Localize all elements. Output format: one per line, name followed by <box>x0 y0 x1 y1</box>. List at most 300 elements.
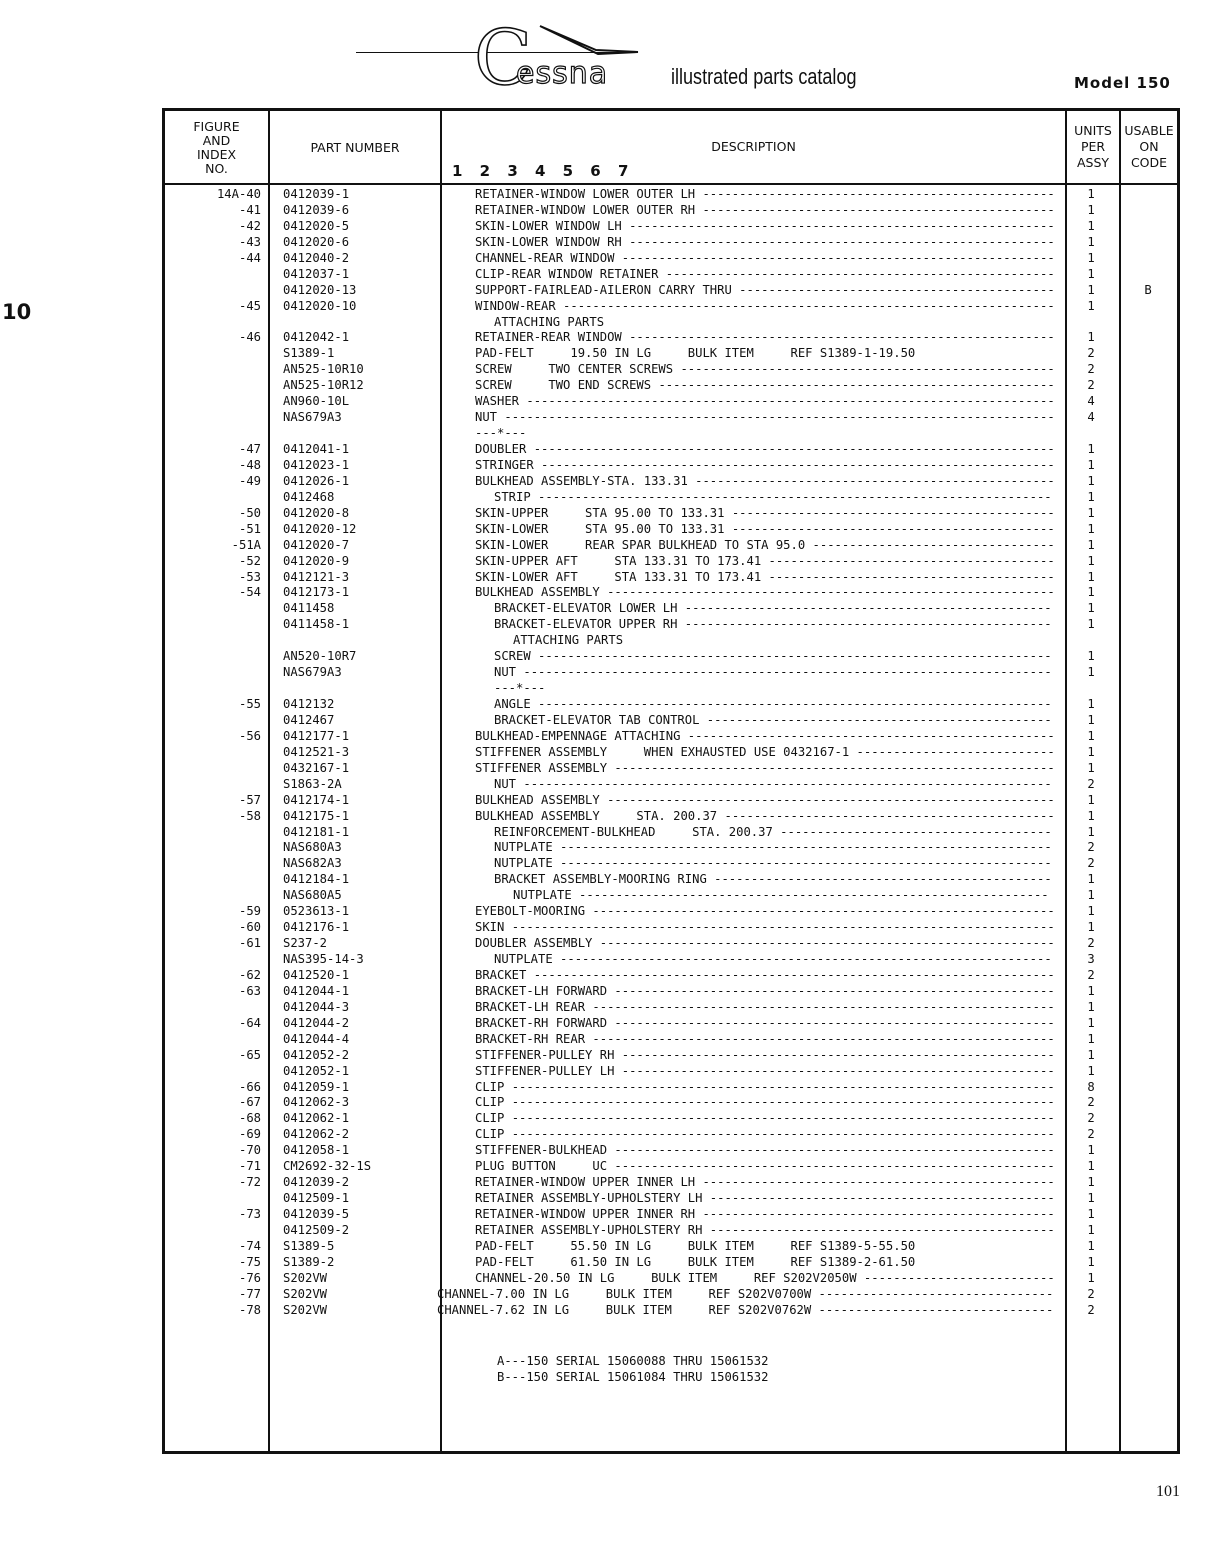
part-number: S202VW <box>283 1302 328 1317</box>
part-number: 0412181-1 <box>283 824 350 839</box>
description: CLIP -------------------------------------------------------------------------- <box>475 1127 1055 1142</box>
units-per-assy: 1 <box>1087 1063 1095 1078</box>
table-row <box>165 729 1177 745</box>
units-per-assy: 1 <box>1087 1207 1095 1221</box>
description: NUTPLATE ------------------------------------------------------------------- <box>494 856 1052 871</box>
part-number: AN525-10R10 <box>283 362 364 377</box>
figure-index: -57 <box>238 792 261 807</box>
description: ---*--- <box>494 681 546 696</box>
table-row <box>165 330 1177 346</box>
part-number: 0412039-6 <box>283 202 350 217</box>
part-number: 0412044-1 <box>283 983 350 998</box>
description: RETAINER-WINDOW LOWER OUTER LH ------------------------------------------------ <box>475 187 1055 201</box>
description: SKIN-LOWER AFT STA 133.31 TO 173.41 --------------------------------------- <box>475 569 1055 584</box>
description: BULKHEAD ASSEMBLY ------------------------------------------------------------- <box>475 792 1055 807</box>
units-per-assy: 1 <box>1087 1143 1095 1158</box>
part-number: 0412062-2 <box>283 1127 350 1142</box>
table-row <box>165 570 1177 586</box>
part-number: 0412039-5 <box>283 1207 350 1221</box>
part-number: S202VW <box>283 1270 328 1285</box>
figure-index: -52 <box>238 553 261 568</box>
units-per-assy: 1 <box>1087 888 1095 903</box>
figure-index: -68 <box>238 1111 261 1126</box>
figure-index: -47 <box>238 442 261 456</box>
part-number: 0412052-2 <box>283 1047 350 1062</box>
units-per-assy: 1 <box>1087 1015 1095 1030</box>
description: SCREW TWO END SCREWS ------------------------------------------------------ <box>475 378 1055 393</box>
description: NUTPLATE ------------------------------------------------------------------- <box>494 952 1052 966</box>
part-number: 0412020-9 <box>283 553 350 568</box>
units-per-assy: 1 <box>1087 1238 1095 1253</box>
cessna-logo <box>356 13 866 102</box>
table-row <box>165 633 1177 649</box>
units-per-assy: 1 <box>1087 1047 1095 1062</box>
header-figure-index: FIGURE AND INDEX NO. <box>193 119 240 176</box>
units-per-assy: 1 <box>1087 1031 1095 1046</box>
figure-index: 14A-40 <box>216 187 261 201</box>
figure-index: -62 <box>238 967 261 982</box>
description: STIFFENER ASSEMBLY ------------------------------------------------------------ <box>475 760 1055 775</box>
part-number: 0412044-3 <box>283 999 350 1014</box>
figure-index: -77 <box>238 1286 261 1301</box>
logo-wordmark: essna <box>516 56 609 91</box>
table-row <box>165 1207 1177 1223</box>
part-number: S1389-5 <box>283 1238 335 1253</box>
serial-notes <box>497 1353 769 1385</box>
table-row <box>165 554 1177 570</box>
description: NUT --------------------------------------------------------------------------- <box>475 410 1055 425</box>
units-per-assy: 1 <box>1087 1191 1095 1206</box>
description: DOUBLER ----------------------------------------------------------------------- <box>475 442 1055 456</box>
table-row <box>165 1000 1177 1016</box>
table-row <box>165 697 1177 713</box>
units-per-assy: 1 <box>1087 904 1095 919</box>
figure-index: -64 <box>238 1015 261 1030</box>
table-row <box>165 1287 1177 1303</box>
description: ---*--- <box>475 426 527 441</box>
table-row <box>165 601 1177 617</box>
part-number: 0412059-1 <box>283 1079 350 1094</box>
part-number: 0412132 <box>283 697 335 711</box>
units-per-assy: 1 <box>1087 234 1095 249</box>
part-number: 0432167-1 <box>283 760 350 775</box>
description: NUTPLATE ------------------------------------------------------------------- <box>494 840 1052 855</box>
table-row <box>165 920 1177 936</box>
part-number: 0412467 <box>283 712 335 727</box>
table-row <box>165 1223 1177 1239</box>
header-indent-scale: 1 2 3 4 5 6 7 <box>452 162 635 180</box>
description: STIFFENER-BULKHEAD ------------------------------------------------------------ <box>475 1143 1055 1158</box>
section-number: 10 <box>2 300 32 324</box>
table-row <box>165 1064 1177 1080</box>
units-per-assy: 1 <box>1087 537 1095 552</box>
units-per-assy: 1 <box>1087 617 1095 632</box>
units-per-assy: 1 <box>1087 920 1095 935</box>
description: CLIP -------------------------------------------------------------------------- <box>475 1079 1055 1094</box>
part-number: 0412044-4 <box>283 1031 350 1046</box>
part-number: NAS679A3 <box>283 665 342 680</box>
description: SKIN-UPPER STA 95.00 TO 133.31 -------------------------------------------- <box>475 505 1055 520</box>
table-row <box>165 665 1177 681</box>
table-row <box>165 1127 1177 1143</box>
figure-index: -63 <box>238 983 261 998</box>
part-number: CM2692-32-1S <box>283 1159 372 1174</box>
description: PAD-FELT 55.50 IN LG BULK ITEM REF S1389-5-55.50 <box>475 1238 916 1253</box>
description: BRACKET-LH FORWARD ------------------------------------------------------------ <box>475 983 1055 998</box>
table-row <box>165 936 1177 952</box>
figure-index: -69 <box>238 1127 261 1142</box>
figure-index: -51A <box>231 537 261 552</box>
units-per-assy: 1 <box>1087 1175 1095 1190</box>
table-row <box>165 649 1177 665</box>
part-number: NAS680A3 <box>283 840 342 855</box>
description: CHANNEL-20.50 IN LG BULK ITEM REF S202V2050W -------------------------- <box>475 1270 1055 1285</box>
part-number: 0412020-10 <box>283 298 357 313</box>
units-per-assy: 2 <box>1087 1302 1095 1317</box>
figure-index: -42 <box>238 218 261 233</box>
table-row <box>165 1191 1177 1207</box>
units-per-assy: 1 <box>1087 442 1095 456</box>
table-row <box>165 872 1177 888</box>
figure-index: -61 <box>238 936 261 951</box>
description: CHANNEL-7.00 IN LG BULK ITEM REF S202V0700W -------------------------------- <box>437 1286 1054 1301</box>
part-number: 0411458-1 <box>283 617 350 632</box>
description: SKIN-LOWER WINDOW RH ---------------------------------------------------------- <box>475 234 1055 249</box>
table-row <box>165 1095 1177 1111</box>
units-per-assy: 1 <box>1087 457 1095 472</box>
table-row <box>165 251 1177 267</box>
units-per-assy: 1 <box>1087 649 1095 664</box>
table-row <box>165 1271 1177 1287</box>
part-number: 0412177-1 <box>283 728 350 743</box>
units-per-assy: 2 <box>1087 1127 1095 1142</box>
table-row <box>165 984 1177 1000</box>
figure-index: -51 <box>238 521 261 536</box>
table-row <box>165 538 1177 554</box>
table-row <box>165 856 1177 872</box>
header-description: DESCRIPTION <box>711 139 796 154</box>
description: STRINGER ---------------------------------------------------------------------- <box>475 457 1055 472</box>
part-number: NAS395-14-3 <box>283 952 364 966</box>
part-number: 0412044-2 <box>283 1015 350 1030</box>
units-per-assy: 1 <box>1087 569 1095 584</box>
units-per-assy: 1 <box>1087 489 1095 504</box>
table-row <box>165 713 1177 729</box>
part-number: 0412020-13 <box>283 282 357 297</box>
units-per-assy: 1 <box>1087 697 1095 711</box>
part-number: AN525-10R12 <box>283 378 364 393</box>
serial-note: A---150 SERIAL 15060088 THRU 15061532 <box>497 1354 769 1368</box>
table-row <box>165 283 1177 299</box>
units-per-assy: 4 <box>1087 394 1095 409</box>
figure-index: -65 <box>238 1047 261 1062</box>
part-number: 0412520-1 <box>283 967 350 982</box>
table-row <box>165 442 1177 458</box>
part-number: 0412026-1 <box>283 473 350 488</box>
description: EYEBOLT-MOORING --------------------------------------------------------------- <box>475 904 1055 919</box>
units-per-assy: 4 <box>1087 410 1095 425</box>
description: BRACKET ASSEMBLY-MOORING RING ---------------------------------------------- <box>494 872 1052 887</box>
description: BRACKET-RH REAR --------------------------------------------------------------- <box>475 1031 1055 1046</box>
figure-index: -67 <box>238 1095 261 1110</box>
units-per-assy: 1 <box>1087 999 1095 1014</box>
figure-index: -43 <box>238 234 261 249</box>
description: BULKHEAD ASSEMBLY STA. 200.37 --------------------------------------------- <box>475 808 1055 823</box>
table-row <box>165 681 1177 697</box>
figure-index: -76 <box>238 1270 261 1285</box>
figure-index: -71 <box>238 1159 261 1174</box>
description: ATTACHING PARTS <box>494 314 605 329</box>
units-per-assy: 1 <box>1087 505 1095 520</box>
units-per-assy: 1 <box>1087 983 1095 998</box>
table-row <box>165 968 1177 984</box>
units-per-assy: 1 <box>1087 1159 1095 1174</box>
figure-index: -60 <box>238 920 261 935</box>
description: PLUG BUTTON UC ------------------------------------------------------------ <box>475 1159 1055 1174</box>
part-number: NAS682A3 <box>283 856 342 871</box>
units-per-assy: 1 <box>1087 250 1095 265</box>
units-per-assy: 1 <box>1087 1270 1095 1285</box>
description: SKIN-LOWER REAR SPAR BULKHEAD TO STA 95.0 --------------------------------- <box>475 537 1055 552</box>
description: ANGLE ---------------------------------------------------------------------- <box>494 697 1052 711</box>
table-row <box>165 1303 1177 1319</box>
description: BULKHEAD-EMPENNAGE ATTACHING -------------------------------------------------- <box>475 728 1055 743</box>
table-row <box>165 888 1177 904</box>
description: SCREW ---------------------------------------------------------------------- <box>494 649 1052 664</box>
figure-index: -54 <box>238 585 261 600</box>
units-per-assy: 2 <box>1087 1095 1095 1110</box>
part-number: 0412041-1 <box>283 442 350 456</box>
figure-index: -49 <box>238 473 261 488</box>
units-per-assy: 1 <box>1087 330 1095 345</box>
description: CHANNEL-7.62 IN LG BULK ITEM REF S202V0762W -------------------------------- <box>437 1302 1054 1317</box>
page-number: 101 <box>1156 1483 1180 1500</box>
part-number: 0412058-1 <box>283 1143 350 1158</box>
units-per-assy: 1 <box>1087 266 1095 281</box>
units-per-assy: 8 <box>1087 1079 1095 1094</box>
description: PAD-FELT 61.50 IN LG BULK ITEM REF S1389-2-61.50 <box>475 1254 916 1269</box>
figure-index: -41 <box>238 202 261 217</box>
logo-swoosh-icon <box>538 24 638 58</box>
description: REINFORCEMENT-BULKHEAD STA. 200.37 ------------------------------------- <box>494 824 1052 839</box>
units-per-assy: 1 <box>1087 872 1095 887</box>
table-row <box>165 235 1177 251</box>
units-per-assy: 1 <box>1087 298 1095 313</box>
part-number: 0412039-2 <box>283 1175 350 1190</box>
part-number: 0412020-6 <box>283 234 350 249</box>
table-row <box>165 1143 1177 1159</box>
parts-rows <box>165 187 1177 1319</box>
table-row <box>165 1111 1177 1127</box>
figure-index: -70 <box>238 1143 261 1158</box>
table-row <box>165 1239 1177 1255</box>
figure-index: -74 <box>238 1238 261 1253</box>
units-per-assy: 2 <box>1087 936 1095 951</box>
part-number: AN520-10R7 <box>283 649 357 664</box>
description: STIFFENER-PULLEY LH ----------------------------------------------------------- <box>475 1063 1055 1078</box>
header-units-per-assy: UNITS PER ASSY <box>1074 123 1112 170</box>
description: NUTPLATE ---------------------------------------------------------------- <box>513 888 1049 903</box>
figure-index: -53 <box>238 569 261 584</box>
table-row <box>165 203 1177 219</box>
description: RETAINER-WINDOW UPPER INNER RH ------------------------------------------------ <box>475 1207 1055 1221</box>
table-row <box>165 362 1177 378</box>
figure-index: -50 <box>238 505 261 520</box>
units-per-assy: 2 <box>1087 346 1095 361</box>
part-number: 0412020-12 <box>283 521 357 536</box>
part-number: AN960-10L <box>283 394 350 409</box>
table-row <box>165 1080 1177 1096</box>
part-number: 0412176-1 <box>283 920 350 935</box>
part-number: 0412121-3 <box>283 569 350 584</box>
description: SKIN-LOWER STA 95.00 TO 133.31 -------------------------------------------- <box>475 521 1055 536</box>
part-number: 0411458 <box>283 601 335 616</box>
part-number: S202VW <box>283 1286 328 1301</box>
description: STIFFENER ASSEMBLY WHEN EXHAUSTED USE 0432167-1 --------------------------- <box>475 744 1055 759</box>
units-per-assy: 1 <box>1087 1254 1095 1269</box>
description: SUPPORT-FAIRLEAD-AILERON CARRY THRU ------------------------------------------- <box>475 282 1055 297</box>
description: RETAINER ASSEMBLY-UPHOLSTERY RH ----------------------------------------------- <box>475 1222 1055 1237</box>
units-per-assy: 2 <box>1087 856 1095 871</box>
units-per-assy: 1 <box>1087 218 1095 233</box>
part-number: NAS679A3 <box>283 410 342 425</box>
part-number: 0412521-3 <box>283 744 350 759</box>
description: BRACKET-LH REAR --------------------------------------------------------------- <box>475 999 1055 1014</box>
units-per-assy: 1 <box>1087 824 1095 839</box>
table-row <box>165 617 1177 633</box>
part-number: 0412039-1 <box>283 187 350 201</box>
table-row <box>165 299 1177 315</box>
description: CLIP-REAR WINDOW RETAINER ----------------------------------------------------- <box>475 266 1055 281</box>
part-number: 0412042-1 <box>283 330 350 345</box>
units-per-assy: 1 <box>1087 1222 1095 1237</box>
figure-index: -58 <box>238 808 261 823</box>
units-per-assy: 1 <box>1087 760 1095 775</box>
description: BULKHEAD ASSEMBLY ------------------------------------------------------------- <box>475 585 1055 600</box>
units-per-assy: 2 <box>1087 967 1095 982</box>
table-row <box>165 394 1177 410</box>
table-row <box>165 219 1177 235</box>
table-row <box>165 410 1177 426</box>
header-usable-on-code: USABLE ON CODE <box>1124 123 1174 170</box>
table-row <box>165 585 1177 601</box>
part-number: 0412052-1 <box>283 1063 350 1078</box>
units-per-assy: 1 <box>1087 665 1095 680</box>
figure-index: -46 <box>238 330 261 345</box>
units-per-assy: 2 <box>1087 362 1095 377</box>
figure-index: -56 <box>238 728 261 743</box>
part-number: S1389-2 <box>283 1254 335 1269</box>
model-label: Model 150 <box>1074 74 1171 92</box>
part-number: 0412020-8 <box>283 505 350 520</box>
part-number: NAS680A5 <box>283 888 342 903</box>
table-row <box>165 1159 1177 1175</box>
table-row <box>165 1175 1177 1191</box>
part-number: 0412173-1 <box>283 585 350 600</box>
units-per-assy: 2 <box>1087 776 1095 791</box>
units-per-assy: 1 <box>1087 553 1095 568</box>
logo-initial: C <box>474 13 533 102</box>
table-row <box>165 952 1177 968</box>
part-number: 0412174-1 <box>283 792 350 807</box>
part-number: 0412020-5 <box>283 218 350 233</box>
table-row <box>165 745 1177 761</box>
table-row <box>165 1032 1177 1048</box>
description: BRACKET-ELEVATOR LOWER LH -------------------------------------------------- <box>494 601 1052 616</box>
description: STRIP ---------------------------------------------------------------------- <box>494 489 1052 504</box>
units-per-assy: 1 <box>1087 202 1095 217</box>
units-per-assy: 1 <box>1087 728 1095 743</box>
table-row <box>165 506 1177 522</box>
table-row <box>165 490 1177 506</box>
description: BULKHEAD ASSEMBLY-STA. 133.31 ------------------------------------------------- <box>475 473 1055 488</box>
table-row <box>165 458 1177 474</box>
units-per-assy: 1 <box>1087 521 1095 536</box>
description: NUT ------------------------------------------------------------------------ <box>494 776 1052 791</box>
units-per-assy: 2 <box>1087 378 1095 393</box>
description: SCREW TWO CENTER SCREWS --------------------------------------------------- <box>475 362 1055 377</box>
catalog-label: illustrated parts catalog <box>671 64 857 89</box>
units-per-assy: 3 <box>1087 952 1095 966</box>
table-row <box>165 1255 1177 1271</box>
part-number: 0412020-7 <box>283 537 350 552</box>
description: SKIN-UPPER AFT STA 133.31 TO 173.41 --------------------------------------- <box>475 553 1055 568</box>
table-row <box>165 809 1177 825</box>
table-row <box>165 840 1177 856</box>
header-divider <box>165 183 1177 185</box>
part-number: 0412023-1 <box>283 457 350 472</box>
table-row <box>165 346 1177 362</box>
description: BRACKET-ELEVATOR UPPER RH -------------------------------------------------- <box>494 617 1052 632</box>
description: RETAINER-WINDOW UPPER INNER LH ------------------------------------------------ <box>475 1175 1055 1190</box>
description: NUT ------------------------------------------------------------------------ <box>494 665 1052 680</box>
figure-index: -73 <box>238 1207 261 1221</box>
table-row <box>165 426 1177 442</box>
table-row <box>165 522 1177 538</box>
header-part-number: PART NUMBER <box>310 140 400 155</box>
figure-index: -75 <box>238 1254 261 1269</box>
table-row <box>165 474 1177 490</box>
description: RETAINER-WINDOW LOWER OUTER RH ------------------------------------------------ <box>475 202 1055 217</box>
figure-index: -72 <box>238 1175 261 1190</box>
units-per-assy: 1 <box>1087 601 1095 616</box>
part-number: 0412509-1 <box>283 1191 350 1206</box>
figure-index: -66 <box>238 1079 261 1094</box>
description: SKIN -------------------------------------------------------------------------- <box>475 920 1055 935</box>
description: RETAINER ASSEMBLY-UPHOLSTERY LH ----------------------------------------------- <box>475 1191 1055 1206</box>
table-row <box>165 315 1177 331</box>
description: STIFFENER-PULLEY RH ----------------------------------------------------------- <box>475 1047 1055 1062</box>
figure-index: -48 <box>238 457 261 472</box>
table-row <box>165 1016 1177 1032</box>
description: RETAINER-REAR WINDOW ---------------------------------------------------------- <box>475 330 1055 345</box>
part-number: S1389-1 <box>283 346 335 361</box>
units-per-assy: 1 <box>1087 712 1095 727</box>
units-per-assy: 1 <box>1087 808 1095 823</box>
figure-index: -78 <box>238 1302 261 1317</box>
description: BRACKET ----------------------------------------------------------------------- <box>475 967 1055 982</box>
description: PAD-FELT 19.50 IN LG BULK ITEM REF S1389-1-19.50 <box>475 346 916 361</box>
description: WASHER ------------------------------------------------------------------------ <box>475 394 1055 409</box>
part-number: S237-2 <box>283 936 328 951</box>
description: DOUBLER ASSEMBLY -------------------------------------------------------------- <box>475 936 1055 951</box>
part-number: 0412509-2 <box>283 1222 350 1237</box>
table-row <box>165 378 1177 394</box>
usable-on-code: B <box>1144 282 1152 297</box>
part-number: 0412175-1 <box>283 808 350 823</box>
table-row <box>165 825 1177 841</box>
part-number: 0412062-3 <box>283 1095 350 1110</box>
